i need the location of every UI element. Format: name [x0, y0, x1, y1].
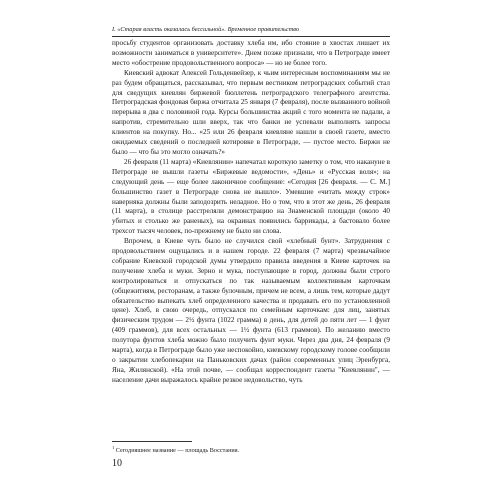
- footnote-rule: [112, 441, 192, 442]
- header-rule: [112, 36, 390, 37]
- page-number: 10: [112, 458, 122, 469]
- paragraph: Киевский адвокат Алексей Гольденвейзер, к чьим интересным воспоминаниям мы не раз будем обращаться, рассказывал, что первым вестником петроградских событий стал для сведущих киевлян биржевой бюллетень петроградского телеграфного агентства. Петроградская фондовая биржа отчитала 25 января (7 февраля), после вызванного войной перерыва в два с половиной года. Курсы большинства акций с того момента не падали, а напротив, стремительно шли вверх, так что банки не успевали выполнять запросы клиентов на покупку. Но... «25 или 26 февраля киевляне нашли в своей газете, вместо ожидаемых сведений о последней котировке в Петрограде, — пустое место. Биржи не было — что бы это могло означать?»: [112, 68, 390, 156]
- paragraph: просьбу студентов организовать доставку хлеба им, ибо стояние в хвостах лишает их возможности заниматься в университете». Днем позже признали, что в Петрограде имеет место «обострение продовольственного вопроса» — но не более того.: [112, 39, 390, 67]
- footnote-marker: 1: [112, 445, 115, 450]
- footnote-text: Сегодняшнее название — площадь Восстания.: [115, 447, 240, 455]
- body-text: [112, 39, 390, 386]
- running-head: I. «Старая власть оказалась бессильной». Временное правительство: [112, 26, 300, 33]
- footnote: [112, 444, 390, 455]
- paragraph: Впрочем, в Киеве чуть было не случился свой «хлебный бунт». Затруднения с продовольствием ощущались и в нашем городе. 22 февраля (7 марта) чрезвычайное собрание Киевской городской думы утвердило правила введения в Киеве карточек на получение хлеба и муки. Зерно и мука, поступающие в город, должны были строго контролироваться и отпускаться по так называемым коллективным карточкам (общежитиям, ресторанам, а также булочным, причем не всем, а лишь тем, которые дадут обязательство выпекать хлеб определенного качества и продавать его по установленной цене). Хлеб, в свою очередь, отпускался по семейным карточкам: для лиц, занятых физическим трудом — 2½ фунта (1022 грамма) в день, для детей до пяти лет — 1 фунт (409 граммов), для всех остальных — 1½ фунта (613 граммов). По желанию вместо полутора фунтов хлеба можно было получить фунт муки. Через два дня, 24 февраля (9 марта), когда в Петрограде было уже неспокойно, киевскому городскому голове сообщили о закрытии хлебопекарни на Паньковских дачах (район современных улиц Эренбурга, Яна, Жилянской). «На этой почве, — сообщал корреспондент газеты "Киевлянин", — население дачи выражалось крайне резкое недовольство, чуть: [112, 237, 390, 384]
- paragraph: 26 февраля (11 марта) «Киевлянин» напечатал короткую заметку о том, что накануне в Петрограде не вышли газеты «Биржевые ведомости», «День» и «Русская воля»; на следующий день — еще более лаконичное сообщение: «Сегодня [26 февраля. — С. М.] большинство газет в Петрограде снова не вышло». Умевшие «читать между строк» наверняка должны были заподозрить неладное. Но о том, что в этот же день, 26 февраля (11 марта), в столице расстреляли демонстрацию на Знаменской площади (около 40 убитых и столько же раненых), на окраинах появились баррикады, а бастовало более трехсот тысяч человек, по-прежнему не было ни слова.: [112, 157, 390, 236]
